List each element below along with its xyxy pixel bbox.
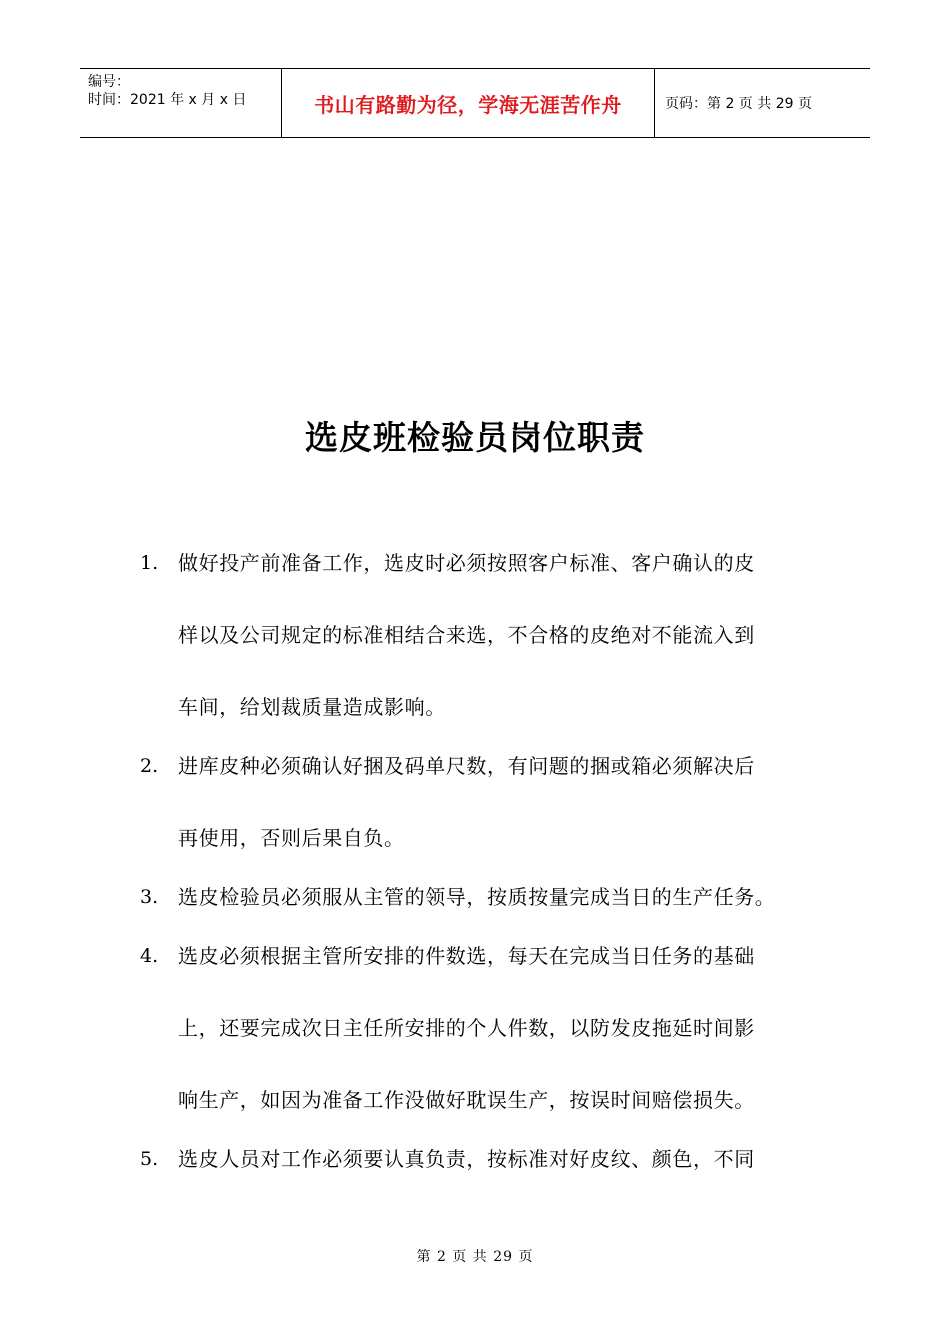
text-line: 做好投产前准备工作，选皮时必须按照客户标准、客户确认的皮 xyxy=(178,551,755,575)
text-line: 再使用，否则后果自负。 xyxy=(178,826,405,850)
duty-item-5 xyxy=(140,1123,830,1195)
header-motto: 书山有路勤为径，学海无涯苦作舟 xyxy=(282,69,655,137)
page-header xyxy=(80,68,870,138)
duty-item-text xyxy=(178,527,806,743)
text-line: 选皮检验员必须服从主管的领导，按质按量完成当日的生产任务。 xyxy=(178,885,776,909)
duty-item-2 xyxy=(140,730,830,874)
page-footer: 第 2 页 共 29 页 xyxy=(416,1249,534,1265)
text-line: 样以及公司规定的标准相结合来选，不合格的皮绝对不能流入到 xyxy=(178,623,755,647)
header-page-info: 页码：第 2 页 共 29 页 xyxy=(665,96,812,112)
duty-item-number: 2. xyxy=(140,755,159,777)
text-line: 选皮必须根据主管所安排的件数选，每天在完成当日任务的基础 xyxy=(178,944,755,968)
header-meta xyxy=(80,69,282,137)
document-title: 选皮班检验员岗位职责 xyxy=(305,418,645,457)
duty-item-4 xyxy=(140,920,830,1136)
time-label: 时间：2021 年 x 月 x 日 xyxy=(88,92,247,108)
serial-label: 编号： xyxy=(88,74,130,90)
duty-item-text xyxy=(178,730,806,874)
duty-item-number: 1. xyxy=(140,552,159,574)
duty-item-number: 5. xyxy=(140,1148,159,1170)
duty-item-text xyxy=(178,1123,806,1195)
duty-item-1 xyxy=(140,527,830,743)
text-line: 车间，给划裁质量造成影响。 xyxy=(178,695,446,719)
text-line: 响生产，如因为准备工作没做好耽误生产，按误时间赔偿损失。 xyxy=(178,1088,755,1112)
duty-list xyxy=(140,527,830,1195)
duty-item-number: 4. xyxy=(140,945,159,967)
text-line: 进库皮种必须确认好捆及码单尺数，有问题的捆或箱必须解决后 xyxy=(178,754,755,778)
duty-item-number: 3. xyxy=(140,886,159,908)
text-line: 上，还要完成次日主任所安排的个人件数，以防发皮拖延时间影 xyxy=(178,1016,755,1040)
duty-item-text xyxy=(178,920,806,1136)
text-line: 选皮人员对工作必须要认真负责，按标准对好皮纹、颜色，不同 xyxy=(178,1147,755,1171)
